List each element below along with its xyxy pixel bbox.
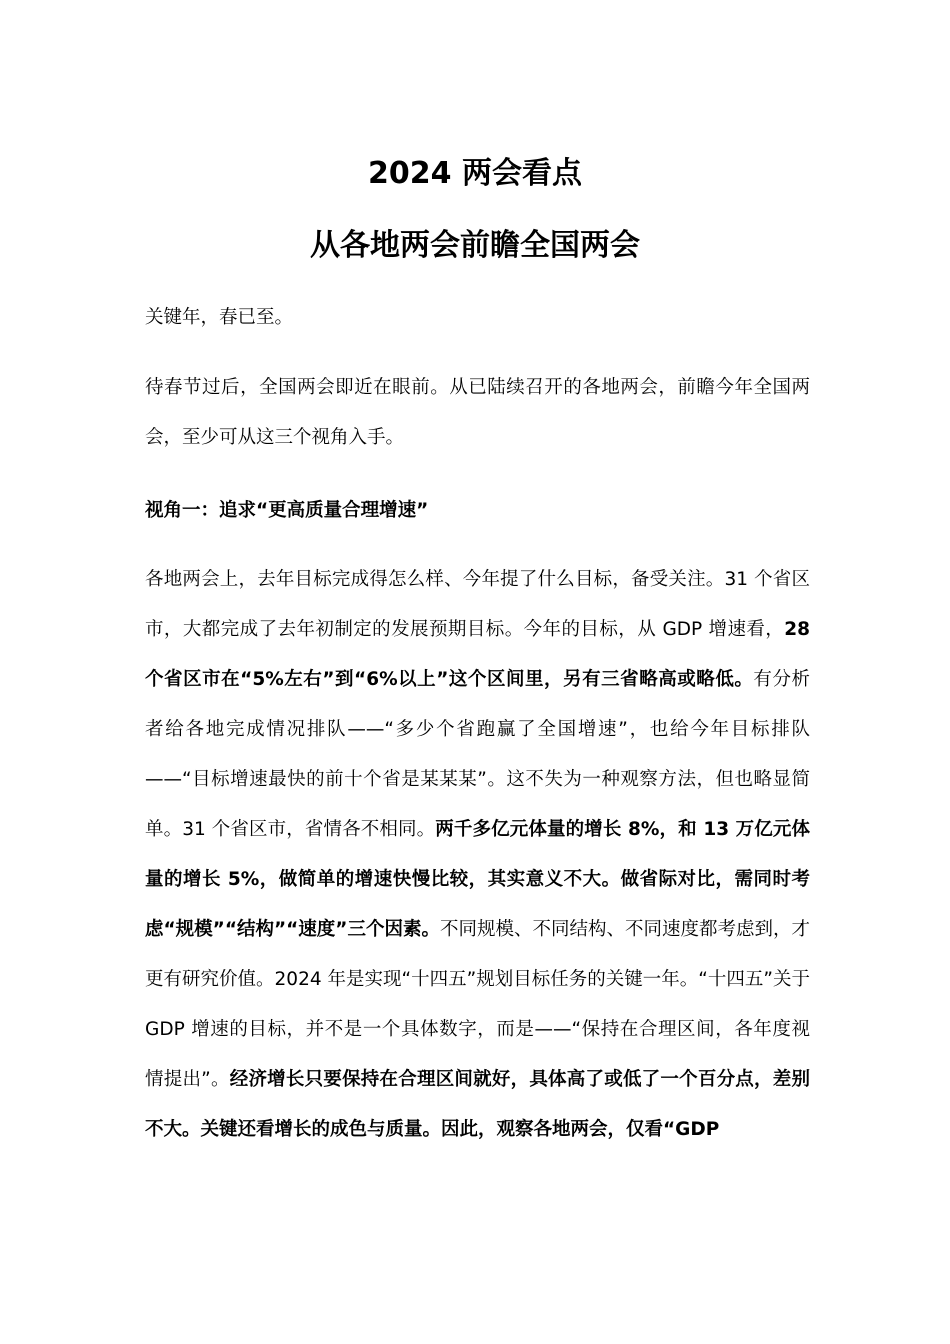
lead-paragraph: 待春节过后，全国两会即近在眼前。从已陆续召开的各地两会，前瞻今年全国两会，至少可从这三个视角入手。 bbox=[145, 377, 810, 448]
section-heading: 视角一：追求“更高质量合理增速” bbox=[145, 500, 429, 521]
document-title: 2024 两会看点 bbox=[368, 156, 582, 191]
bold-emphasis-text: 28 个省区市在“5%左右”到“6%以上”这个区间里，另有三省略高或略低。 bbox=[145, 619, 810, 690]
body-paragraph bbox=[145, 555, 810, 1155]
paragraph-text: 不同规模、不同结构、不同速度都考虑到，才更有研究价值。2024 年是实现“十四五”规划目标任务的关键一年。“十四五”关于 GDP 增速的目标，并不是一个具体数字，而是——“保持在合理区间，各年度视情提出”。 bbox=[145, 919, 810, 1090]
bold-emphasis-text: 两千多亿元体量的增长 8%，和 13 万亿元体量的增长 5%，做简单的增速快慢比较，其实意义不大。做省际对比，需同时考虑“规模”“结构”“速度”三个因素。 bbox=[145, 819, 810, 940]
paragraph-text: 各地两会上，去年目标完成得怎么样、今年提了什么目标，备受关注。31 个省区市，大都完成了去年初制定的发展预期目标。今年的目标，从 GDP 增速看， bbox=[145, 569, 810, 640]
bold-emphasis-text: 经济增长只要保持在合理区间就好，具体高了或低了一个百分点，差别不大。关键还看增长的成色与质量。因此，观察各地两会，仅看“GDP bbox=[145, 1069, 810, 1140]
intro-paragraph: 关键年，春已至。 bbox=[145, 307, 294, 328]
paragraph-text: 有分析者给各地完成情况排队——“多少个省跑赢了全国增速”，也给今年目标排队——“目标增速最快的前十个省是某某某”。这不失为一种观察方法，但也略显简单。31 个省区市，省情各不相同。 bbox=[145, 669, 810, 840]
document-subtitle: 从各地两会前瞻全国两会 bbox=[310, 228, 640, 263]
